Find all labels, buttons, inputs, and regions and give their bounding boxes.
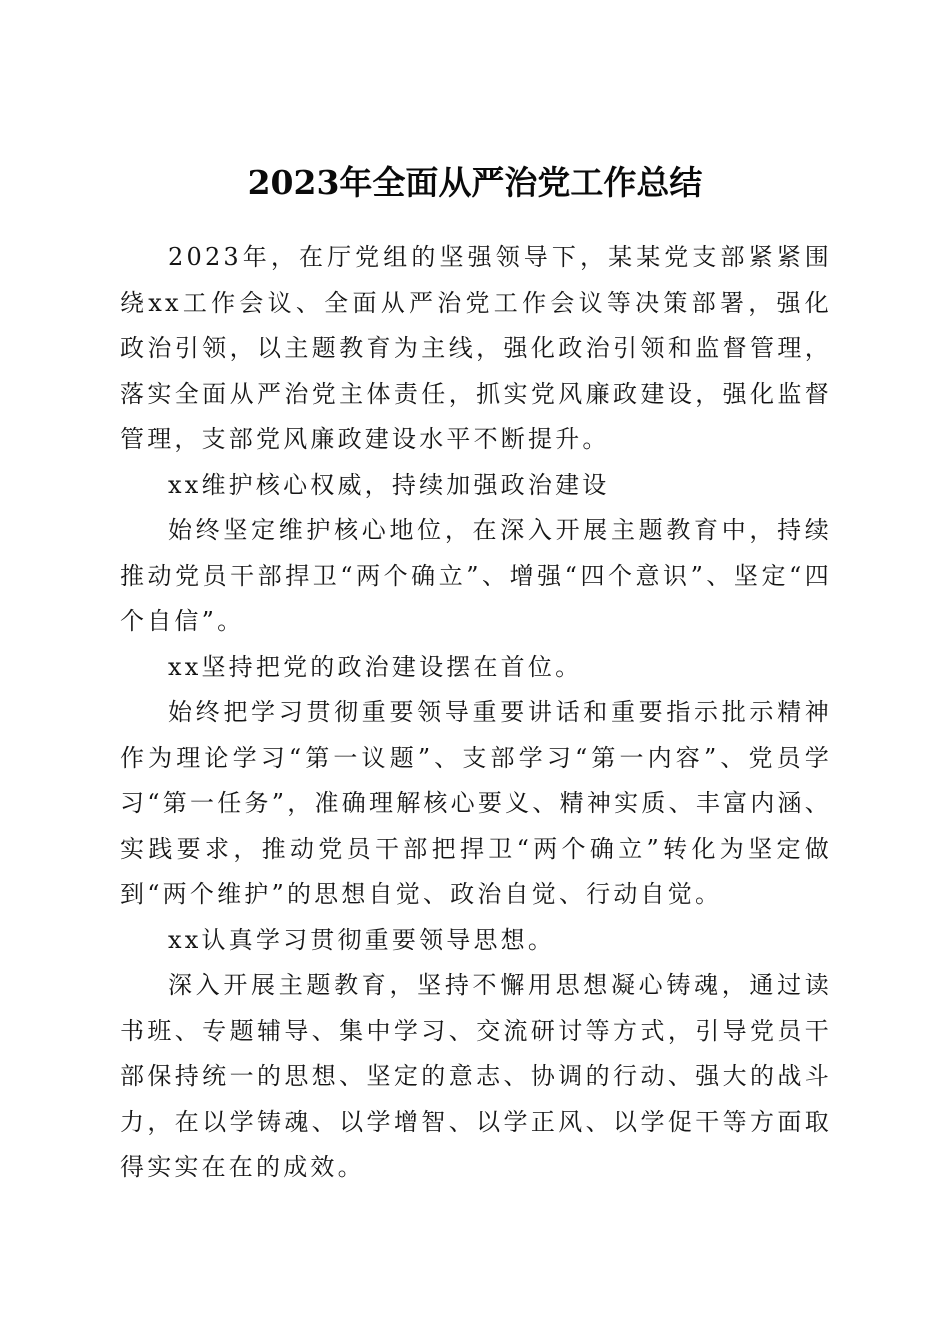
section-heading-2: xx坚持把党的政治建设摆在首位。: [168, 652, 583, 681]
paragraph-intro: 2023年，在厅党组的坚强领导下，某某党支部紧紧围绕xx工作会议、全面从严治党工作会议等决策部署，强化政治引领，以主题教育为主线，强化政治引领和监督管理，落实全面从严治党主体责任，抓实党风廉政建设，强化监督管理，支部党风廉政建设水平不断提升。: [120, 243, 832, 453]
paragraph-2: 始终把学习贯彻重要领导重要讲话和重要指示批示精神作为理论学习“第一议题”、支部学习“第一内容”、党员学习“第一任务”，准确理解核心要义、精神实质、丰富内涵、实践要求，推动党员干部把捍卫“两个确立”转化为坚定做到“两个维护”的思想自觉、政治自觉、行动自觉。: [120, 698, 832, 908]
document-title: 2023年全面从严治党工作总结: [247, 163, 703, 203]
section-heading-3: xx认真学习贯彻重要领导思想。: [168, 925, 556, 954]
paragraph-3: 深入开展主题教育，坚持不懈用思想凝心铸魂，通过读书班、专题辅导、集中学习、交流研讨等方式，引导党员干部保持统一的思想、坚定的意志、协调的行动、强大的战斗力，在以学铸魂、以学增智、以学正风、以学促干等方面取得实实在在的成效。: [120, 971, 832, 1181]
document-body: [120, 235, 832, 1191]
paragraph-1: 始终坚定维护核心地位，在深入开展主题教育中，持续推动党员干部捍卫“两个确立”、增强“四个意识”、坚定“四个自信”。: [120, 516, 832, 635]
section-heading-1: xx维护核心权威，持续加强政治建设: [168, 470, 610, 499]
